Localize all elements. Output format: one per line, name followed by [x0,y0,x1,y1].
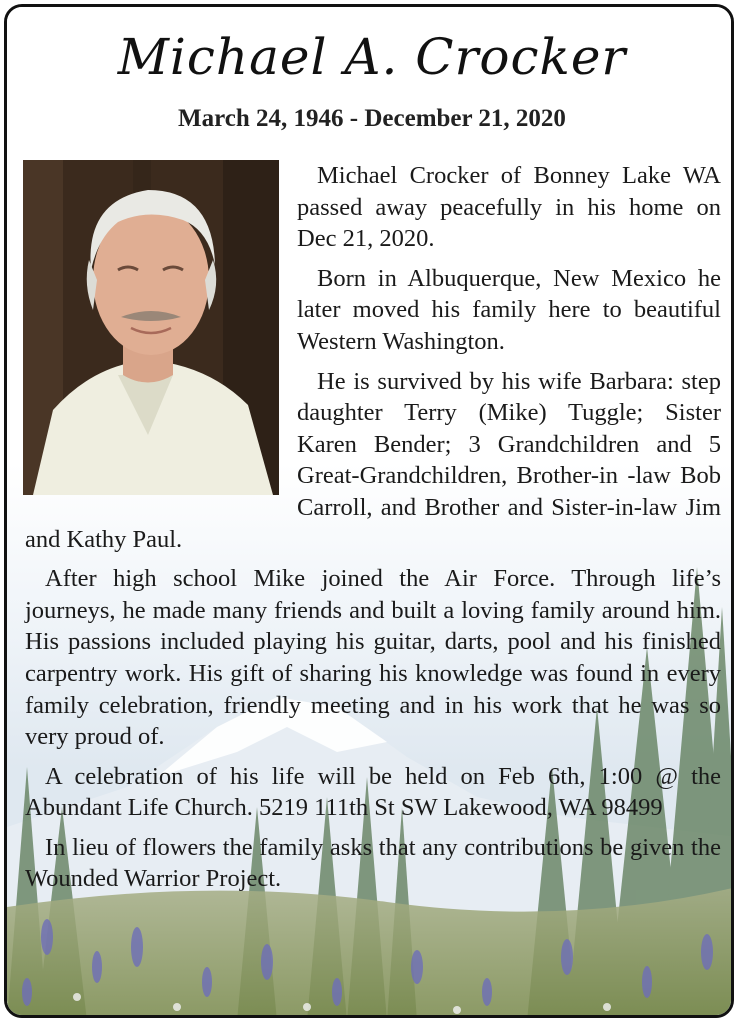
paragraph-celebration: A celebration of his life will be held on Feb 6th, 1:00 @ the Abundant Life Church. 5219 111th St SW Lakewood, WA 98499 [25,762,721,822]
life-dates: March 24, 1946 - December 21, 2020 [178,105,566,132]
obituary-text [25,160,721,903]
obituary-content [7,7,734,1018]
paragraph-birthplace: Born in Albuquerque, New Mexico he later moved his family here to beautiful Western Washington. [297,264,721,355]
photo-spacer [25,160,281,498]
deceased-name: Michael A. Crocker [117,28,627,86]
paragraph-passing: Michael Crocker of Bonney Lake WA passed away peacefully in his home on Dec 21, 2020. [297,162,721,253]
paragraph-life: After high school Mike joined the Air Force. Through life’s journeys, he made many friends and built a loving family around him. His passions included playing his guitar, darts, pool and his finished carpentry work. His gift of sharing his knowledge was found in every family celebration, friendly meeting and in his work that he was so very proud of. [25,565,721,751]
paragraph-survivors: He is survived by his wife Barbara: step daughter Terry (Mike) Tuggle; Sister Karen Bender; 3 Grandchildren and 5 Great-Grandchildren, Brother-in -law Bob Carroll, and Brother and Sister-in-law Jim and Kathy Paul. [25,367,721,553]
paragraph-donations: In lieu of flowers the family asks that any contributions be given the Wounded Warrior Project. [25,833,721,893]
obituary-card [4,4,734,1018]
